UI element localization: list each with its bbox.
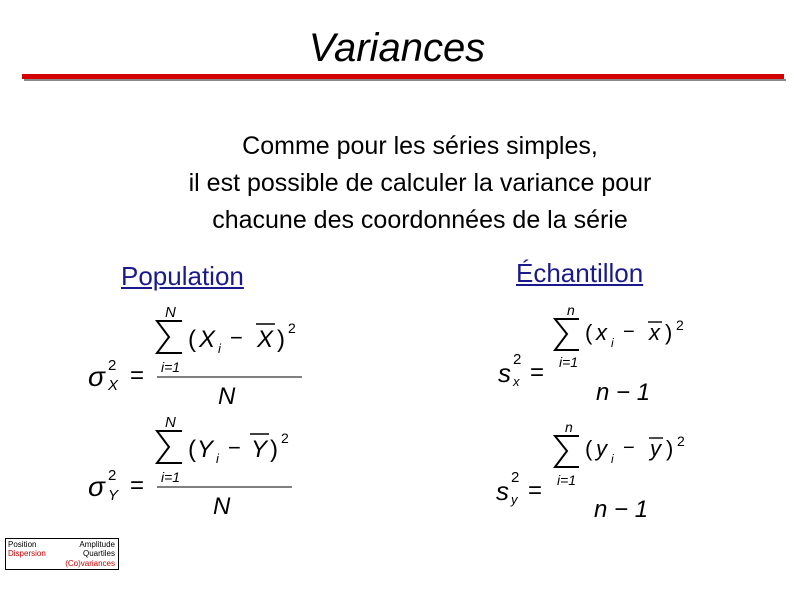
variable: x (596, 320, 607, 345)
lhs-subscript: y (511, 492, 518, 507)
formula-population-x (85, 300, 315, 412)
lhs-symbol: s (496, 476, 509, 506)
sum-lower-bound: i=1 (559, 354, 579, 370)
lhs-superscript: 2 (511, 469, 520, 486)
sum-lower-bound: i=1 (557, 472, 577, 488)
minus-sign: − (623, 437, 635, 459)
minus-sign: − (230, 325, 243, 350)
equals-sign: = (130, 362, 145, 389)
nav-amplitude-link[interactable]: Amplitude (79, 540, 115, 549)
summation-icon (555, 436, 579, 467)
power: 2 (288, 320, 296, 336)
denominator: n − 1 (594, 496, 649, 523)
variable-subscript: i (216, 451, 219, 466)
nav-quartiles-link[interactable]: Quartiles (82, 549, 115, 558)
slide-title: Variances (308, 26, 486, 70)
lhs-superscript: 2 (513, 351, 522, 368)
denominator: N (213, 493, 231, 520)
equals-sign: = (528, 477, 543, 504)
lhs-superscript: 2 (108, 467, 117, 484)
close-paren: ) (277, 326, 285, 353)
nav-dispersion-link[interactable]: Dispersion (8, 549, 46, 558)
equals-sign: = (130, 472, 145, 499)
minus-sign: − (623, 321, 635, 343)
sum-upper-bound: N (165, 304, 176, 321)
summation-icon (157, 431, 182, 463)
nav-covariances-link[interactable]: (Co)variances (65, 559, 115, 568)
mean-symbol: X (257, 326, 274, 353)
variable-subscript: i (611, 452, 614, 466)
intro-text (100, 128, 740, 239)
formula-population-y (85, 410, 315, 522)
variable: y (596, 436, 607, 461)
equals-sign: = (530, 359, 545, 386)
close-paren: ) (665, 320, 673, 345)
close-paren: ) (666, 436, 674, 461)
variable-subscript: i (611, 336, 614, 350)
intro-line: Comme pour les séries simples, (242, 132, 598, 160)
population-label[interactable]: Population (121, 261, 244, 291)
open-paren: ( (585, 320, 593, 345)
nav-position-link[interactable]: Position (8, 540, 37, 549)
variable-subscript: i (218, 341, 221, 356)
variable: X (199, 326, 216, 353)
open-paren: ( (585, 436, 593, 461)
open-paren: ( (188, 326, 196, 353)
power: 2 (676, 317, 684, 333)
title-underline-shadow (24, 79, 786, 81)
mean-symbol: y (650, 436, 661, 461)
lhs-subscript: Y (108, 487, 119, 504)
intro-line: chacune des coordonnées de la série (212, 206, 628, 234)
minus-sign: − (228, 435, 241, 460)
sum-upper-bound: n (565, 419, 573, 435)
lhs-symbol: σ (88, 471, 105, 502)
mean-symbol: x (649, 320, 660, 345)
denominator: n − 1 (596, 379, 651, 406)
sum-lower-bound: i=1 (161, 359, 181, 375)
open-paren: ( (188, 436, 196, 463)
summation-icon (157, 321, 182, 353)
lhs-symbol: σ (88, 361, 105, 392)
close-paren: ) (270, 436, 278, 463)
lhs-superscript: 2 (108, 357, 117, 374)
sum-upper-bound: n (567, 302, 575, 318)
lhs-symbol: s (498, 358, 511, 388)
formula-sample-y (493, 418, 723, 528)
denominator: N (218, 383, 236, 410)
summation-icon (555, 319, 579, 350)
power: 2 (677, 433, 685, 449)
sum-upper-bound: N (165, 414, 176, 431)
sum-lower-bound: i=1 (161, 469, 181, 485)
intro-line: il est possible de calculer la variance pour (188, 169, 652, 197)
mean-symbol: Y (251, 436, 268, 463)
power: 2 (281, 430, 289, 446)
sample-label[interactable]: Échantillon (516, 258, 644, 288)
lhs-subscript: x (513, 374, 520, 389)
lhs-subscript: X (108, 377, 119, 394)
navigation-box (5, 538, 119, 570)
formula-sample-x (495, 300, 725, 410)
variable: Y (197, 436, 214, 463)
